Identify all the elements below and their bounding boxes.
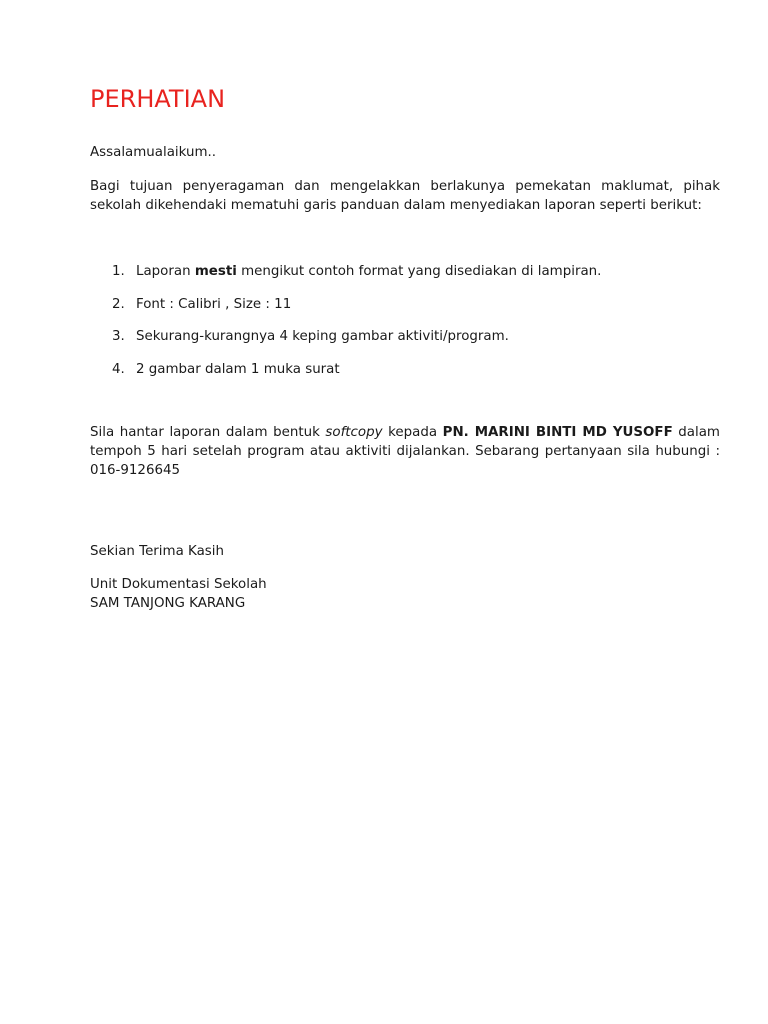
instruction-italic: softcopy: [325, 425, 383, 440]
list-text-emphasis: mesti: [194, 264, 237, 279]
list-item: [90, 360, 720, 393]
list-number: 1.: [112, 264, 125, 279]
list-text: Font : Calibri , Size : 11: [136, 296, 292, 312]
signature-line: Unit Dokumentasi Sekolah: [90, 577, 267, 592]
guideline-list: [90, 262, 720, 392]
instruction-paragraph: [90, 423, 720, 480]
list-item: [90, 295, 720, 328]
list-text-prefix: Laporan: [136, 264, 195, 279]
closing-text: Sekian Terima Kasih: [90, 544, 224, 559]
document-title: PERHATIAN: [90, 85, 226, 113]
list-number: 2.: [112, 296, 125, 312]
signature-block: [90, 575, 267, 613]
list-item: [90, 262, 720, 295]
list-text: Sekurang-kurangnya 4 keping gambar aktiviti/program.: [136, 329, 509, 344]
list-text: 2 gambar dalam 1 muka surat: [136, 361, 340, 377]
signature-line: SAM TANJONG KARANG: [90, 596, 246, 611]
list-text-suffix: mengikut contoh format yang disediakan di lampiran.: [236, 264, 602, 279]
instruction-text: Sila hantar laporan dalam bentuk: [90, 425, 326, 440]
intro-paragraph: Bagi tujuan penyeragaman dan mengelakkan berlakunya pemekatan maklumat, pihak sekolah dikehendaki mematuhi garis panduan dalam menyediakan laporan seperti berikut:: [90, 179, 720, 213]
list-number: 3.: [112, 329, 125, 344]
instruction-text: dalam tempoh 5 hari setelah program atau aktiviti dijalankan. Sebarang pertanyaan sila hubungi : 016-9126645: [90, 425, 720, 478]
list-item: [90, 327, 720, 360]
list-text: [136, 262, 601, 281]
instruction-text: kepada: [382, 425, 443, 440]
greeting: Assalamualaikum..: [90, 145, 217, 160]
contact-name: PN. MARINI BINTI MD YUSOFF: [442, 425, 673, 440]
list-number: 4.: [112, 361, 125, 377]
